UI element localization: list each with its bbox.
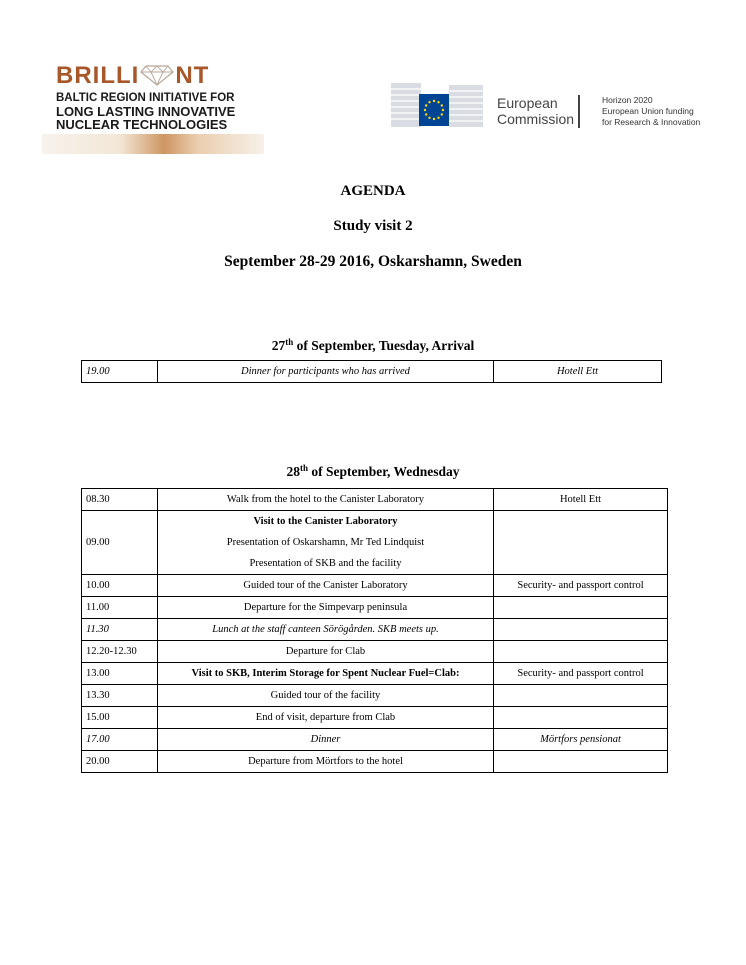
activity-cell (158, 511, 494, 575)
activity-cell: Walk from the hotel to the Canister Laboratory (158, 489, 494, 511)
time-cell: 10.00 (82, 575, 158, 597)
eu-flag-icon (419, 94, 449, 126)
time-cell: 17.00 (82, 729, 158, 751)
h2020-line-3: for Research & Innovation (602, 117, 701, 127)
table-row (82, 619, 668, 641)
time-cell: 13.30 (82, 685, 158, 707)
logo-glow-decoration (42, 134, 264, 154)
table-row (82, 685, 668, 707)
brilliant-line-3: NUCLEAR TECHNOLOGIES (56, 116, 228, 132)
table-row (82, 751, 668, 773)
time-cell: 20.00 (82, 751, 158, 773)
time-cell: 15.00 (82, 707, 158, 729)
time-cell: 11.30 (82, 619, 158, 641)
activity-line: Presentation of SKB and the facility (249, 558, 402, 569)
location-cell (494, 597, 668, 619)
activity-line: Visit to the Canister Laboratory (253, 516, 398, 527)
day1-table (81, 360, 662, 383)
ec-building-icon (391, 79, 421, 127)
location-cell: Security- and passport control (494, 663, 668, 685)
brilliant-wordmark (56, 62, 209, 90)
table-row (82, 361, 662, 383)
ec-building-right-icon (449, 79, 483, 127)
activity-cell: Departure for Clab (158, 641, 494, 663)
day2-title-sup: th (299, 463, 308, 473)
table-row (82, 641, 668, 663)
brilliant-logo (42, 60, 264, 154)
day1-title-sup: th (285, 337, 294, 347)
agenda-title: AGENDA (340, 183, 406, 199)
table-row (82, 597, 668, 619)
time-cell: 11.00 (82, 597, 158, 619)
activity-cell: Visit to SKB, Interim Storage for Spent Nuclear Fuel=Clab: (158, 663, 494, 685)
table-row (82, 729, 668, 751)
brilliant-name-end: NT (175, 62, 210, 89)
activity-cell: Lunch at the staff canteen Sörögården. SKB meets up. (158, 619, 494, 641)
diamond-icon (140, 64, 174, 86)
table-row (82, 489, 668, 511)
location-cell (494, 685, 668, 707)
dates-title: September 28-29 2016, Oskarshamn, Sweden (224, 253, 522, 270)
time-cell: 09.00 (82, 511, 158, 575)
location-cell: Mörtfors pensionat (494, 729, 668, 751)
location-cell (494, 511, 668, 575)
time-cell: 13.00 (82, 663, 158, 685)
location-cell: Hotell Ett (494, 489, 668, 511)
activity-cell: End of visit, departure from Clab (158, 707, 494, 729)
table-row (82, 575, 668, 597)
activity-cell: Dinner for participants who has arrived (158, 361, 494, 383)
european-commission-logo (391, 79, 721, 131)
day2-table (81, 488, 668, 773)
day2-title-num: 28 (286, 464, 300, 479)
ec-line-2: Commission (497, 111, 575, 127)
brilliant-name-start: BRILLI (56, 62, 140, 89)
brilliant-line-1: BALTIC REGION INITIATIVE FOR (56, 92, 235, 104)
location-cell (494, 619, 668, 641)
day1-title-rest: of September, Tuesday, Arrival (293, 338, 475, 353)
activity-cell: Dinner (158, 729, 494, 751)
activity-cell: Guided tour of the facility (158, 685, 494, 707)
time-cell: 19.00 (82, 361, 158, 383)
location-cell (494, 707, 668, 729)
ec-divider (578, 95, 580, 128)
h2020-line-2: European Union funding (602, 106, 694, 116)
location-cell: Hotell Ett (494, 361, 662, 383)
ec-line-1: European (497, 95, 558, 111)
brilliant-line-2: LONG LASTING INNOVATIVE (56, 103, 236, 119)
time-cell: 12.20-12.30 (82, 641, 158, 663)
location-cell (494, 641, 668, 663)
location-cell: Security- and passport control (494, 575, 668, 597)
activity-cell: Departure from Mörtfors to the hotel (158, 751, 494, 773)
study-visit-title: Study visit 2 (333, 218, 413, 234)
table-row (82, 707, 668, 729)
day1-title (0, 338, 746, 354)
day2-title (0, 464, 746, 480)
table-row (82, 511, 668, 575)
activity-cell: Departure for the Simpevarp peninsula (158, 597, 494, 619)
location-cell (494, 751, 668, 773)
activity-line: Presentation of Oskarshamn, Mr Ted Lindquist (226, 537, 425, 548)
ec-wordmark (497, 95, 574, 127)
activity-cell: Guided tour of the Canister Laboratory (158, 575, 494, 597)
horizon-2020-text (602, 95, 700, 128)
h2020-line-1: Horizon 2020 (602, 95, 653, 105)
time-cell: 08.30 (82, 489, 158, 511)
day1-title-num: 27 (271, 338, 286, 353)
day2-title-rest: of September, Wednesday (308, 464, 460, 479)
brilliant-tagline (56, 92, 235, 131)
table-row (82, 663, 668, 685)
